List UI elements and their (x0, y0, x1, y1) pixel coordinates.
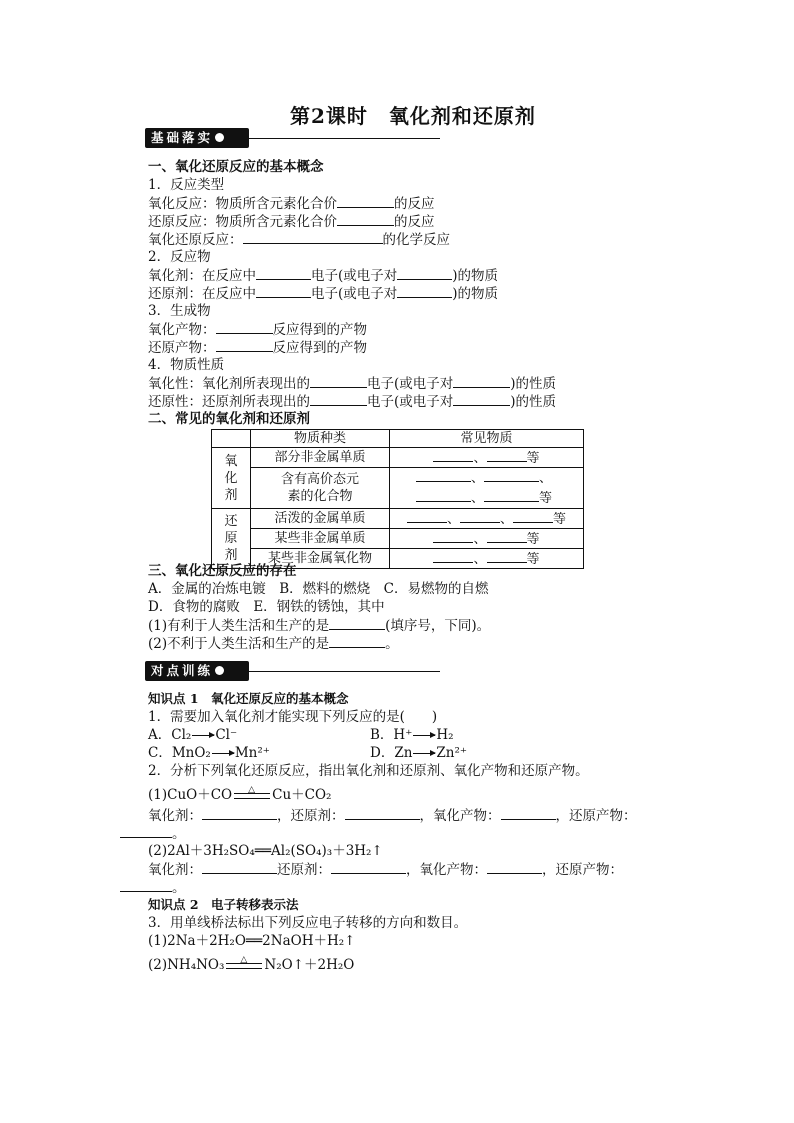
table-blank-cell: 、 等 (390, 529, 584, 549)
table-blank-cell: 、 、 等 (390, 509, 584, 529)
s2-title: 2．反应物 (148, 249, 211, 265)
blank (310, 374, 367, 388)
blank (397, 284, 452, 298)
s1-line1: 氧化反应：物质所含元素化合价 的反应 (148, 196, 435, 212)
oxidant-reductant-table (211, 429, 584, 569)
table-header: 物质种类 (251, 430, 390, 448)
table-header: 常见物质 (390, 430, 584, 448)
part3-q1: (1)有利于人类生活和生产的是 (填序号，下同)。 (148, 618, 491, 634)
blank (243, 230, 383, 244)
part1-heading: 一、氧化还原反应的基本概念 (148, 159, 324, 175)
table-blank-cell: 、 等 (390, 448, 584, 468)
arrow-icon (192, 735, 214, 736)
option-a: A．Cl₂ Cl⁻ (148, 727, 238, 743)
dot-icon (215, 133, 224, 142)
table-blank-cell: 、 等 (390, 549, 584, 569)
arrow-icon (413, 753, 435, 754)
s3-line1: 氧化产物： 反应得到的产物 (148, 322, 367, 338)
table-corner (212, 430, 251, 448)
blank (256, 284, 311, 298)
table-row-label: 活泼的金属单质 (251, 509, 390, 529)
s3-line2: 还原产物： 反应得到的产物 (148, 340, 367, 356)
answer-2-end: 。 (120, 878, 186, 897)
s3-title: 3．生成物 (148, 303, 211, 319)
s1-line2: 还原反应：物质所含元素化合价 的反应 (148, 214, 435, 230)
blank (337, 194, 394, 208)
section-rule (243, 138, 440, 139)
question-1: 1．需要加入氧化剂才能实现下列反应的是( ) (148, 709, 438, 725)
page-title: 第2课时 氧化剂和还原剂 (290, 104, 536, 128)
heat-equals-sign (226, 954, 262, 969)
section-badge-basics (145, 128, 249, 148)
answer-2: 氧化剂： 还原剂： ，氧化产物： ，还原产物： (148, 862, 623, 878)
blank (216, 338, 273, 352)
reductant-label: 还 原 剂 (212, 509, 251, 569)
s2-line1: 氧化剂：在反应中 电子(或电子对 )的物质 (148, 268, 499, 284)
s1-title: 1．反应类型 (148, 177, 225, 193)
s2-line2: 还原剂：在反应中 电子(或电子对 )的物质 (148, 286, 499, 302)
blank (453, 374, 510, 388)
heat-equals-sign (234, 784, 270, 799)
heat-icon: △ (240, 954, 248, 965)
dot-icon (215, 666, 224, 675)
question-2: 2．分析下列氧化还原反应，指出氧化剂和还原剂、氧化产物和还原产物。 (148, 763, 589, 779)
section-badge-practice (145, 661, 249, 681)
blank (216, 320, 273, 334)
kp1-heading: 知识点 1 氧化还原反应的基本概念 (148, 691, 349, 706)
blank (453, 392, 510, 406)
s4-title: 4．物质性质 (148, 357, 225, 373)
blank (329, 616, 385, 630)
section-rule (243, 671, 440, 672)
blank (256, 266, 311, 280)
arrow-icon (413, 735, 435, 736)
reaction-3: (1)2Na＋2H₂O══2NaOH＋H₂↑ (148, 933, 356, 949)
s4-line2: 还原性：还原剂所表现出的 电子(或电子对 )的性质 (148, 394, 557, 410)
table-row-label: 含有高价态元 素的化合物 (251, 468, 390, 509)
option-d: D．Zn Zn²⁺ (370, 745, 468, 761)
s1-line3: 氧化还原反应： 的化学反应 (148, 232, 450, 248)
option-b: B．H⁺ H₂ (370, 727, 454, 743)
answer-1: 氧化剂： ，还原剂： ，氧化产物： ，还原产物： (148, 808, 637, 824)
arrow-icon (212, 753, 234, 754)
question-3: 3．用单线桥法标出下列反应电子转移的方向和数目。 (148, 915, 468, 931)
kp2-heading: 知识点 2 电子转移表示法 (148, 897, 299, 912)
blank (329, 634, 385, 648)
heat-icon: △ (248, 784, 256, 795)
section-label: 基础落实 (151, 130, 214, 145)
blank (310, 392, 367, 406)
table-row-label: 部分非金属单质 (251, 448, 390, 468)
section-label: 对点训练 (151, 663, 214, 678)
reaction-2: (2)2Al＋3H₂SO₄══Al₂(SO₄)₃＋3H₂↑ (148, 843, 383, 859)
blank (397, 266, 452, 280)
blank (337, 212, 394, 226)
answer-1-end: 。 (120, 824, 186, 843)
part3-options-2: D．食物的腐败 E．钢铁的锈蚀，其中 (148, 599, 385, 615)
reaction-4: (2)NH₄NO₃ △ N₂O↑＋2H₂O (148, 956, 354, 974)
part3-heading: 三、氧化还原反应的存在 (148, 563, 297, 579)
oxidant-label: 氧 化 剂 (212, 448, 251, 509)
part3-q2: (2)不利于人类生活和生产的是 。 (148, 636, 399, 652)
table-blank-cell: 、 、 、 等 (390, 468, 584, 509)
table-row-label: 某些非金属单质 (251, 529, 390, 549)
table-row-label: 某些非金属氧化物 (251, 549, 390, 569)
part3-options-1: A．金属的冶炼电镀 B．燃料的燃烧 C．易燃物的自燃 (148, 581, 489, 597)
part2-heading: 二、常见的氧化剂和还原剂 (148, 411, 310, 427)
s4-line1: 氧化性：氧化剂所表现出的 电子(或电子对 )的性质 (148, 376, 557, 392)
option-c: C．MnO₂ Mn²⁺ (148, 745, 270, 761)
reaction-1: (1)CuO＋CO △ Cu＋CO₂ (148, 786, 331, 804)
